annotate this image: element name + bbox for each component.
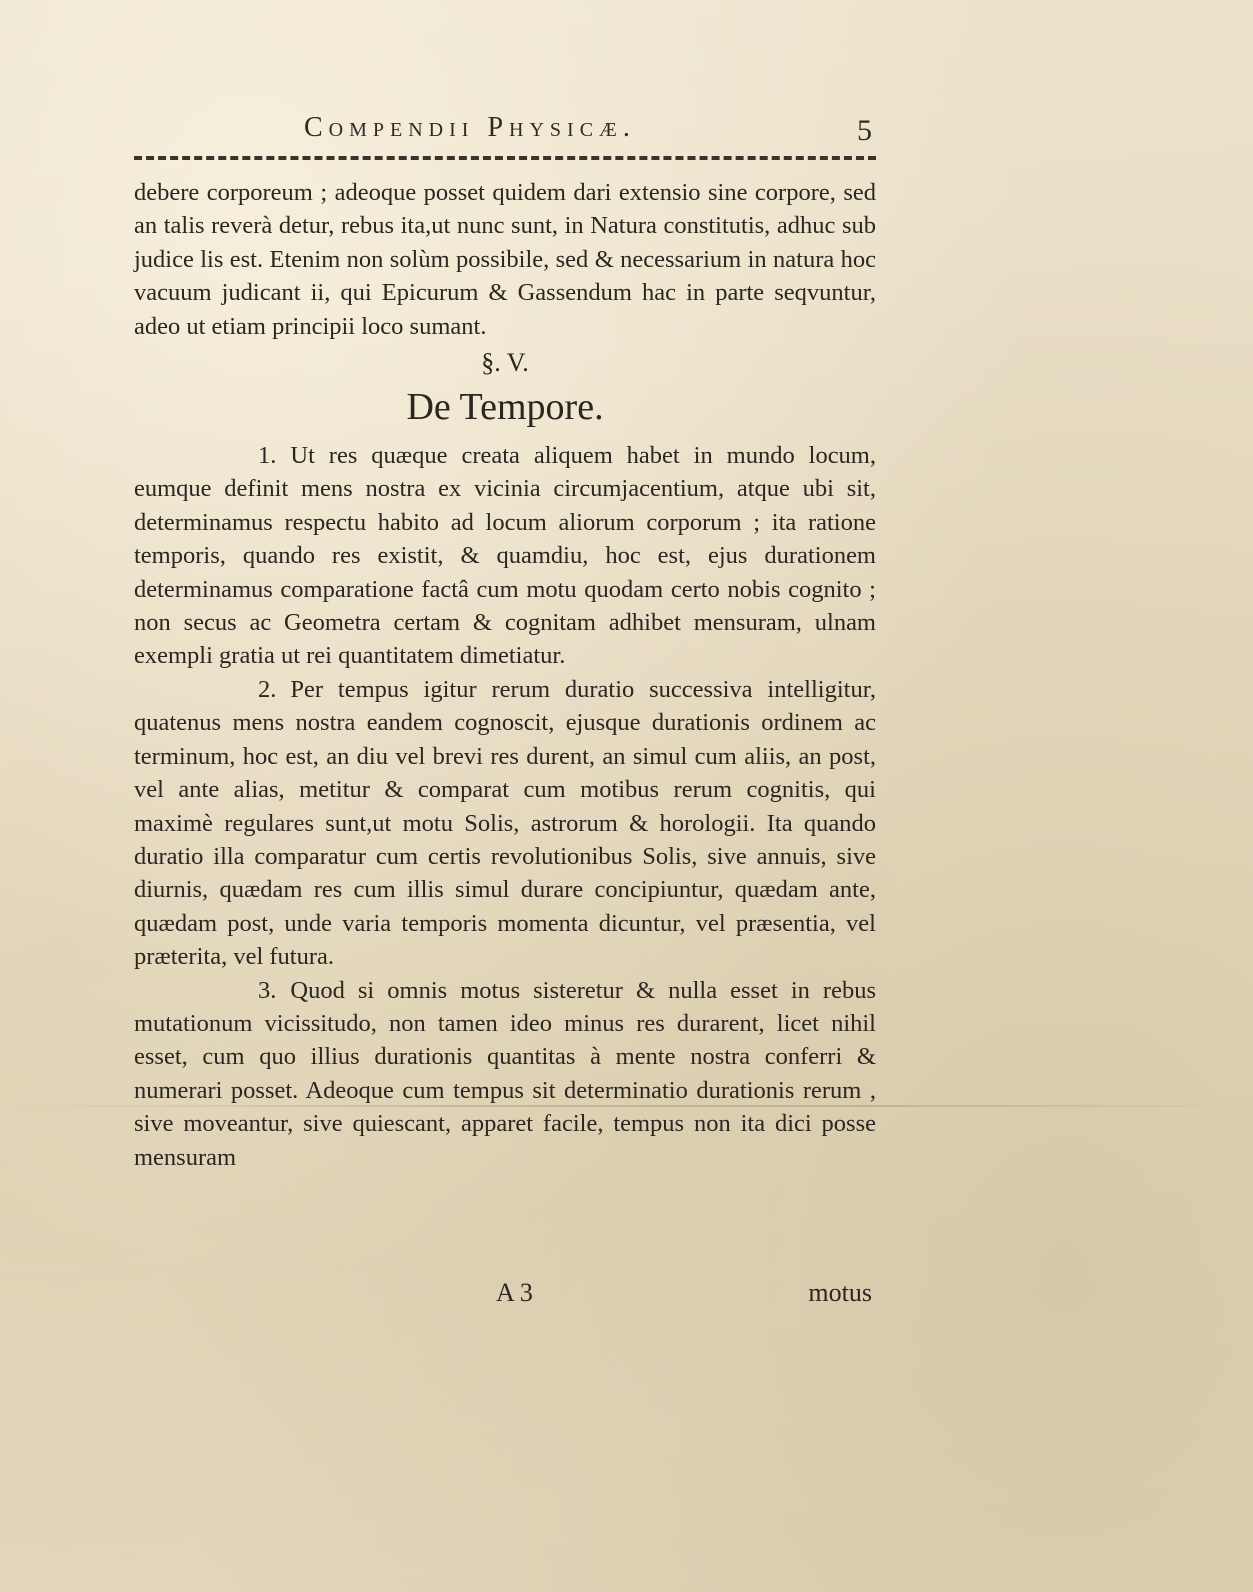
paragraph-3	[134, 974, 876, 1174]
paragraph-1	[134, 439, 876, 673]
paragraph-number: 3.	[258, 976, 277, 1004]
catchword: motus	[808, 1278, 872, 1307]
paragraph-number: 1.	[258, 442, 277, 470]
page-number: 5	[857, 114, 872, 147]
paragraph-2	[134, 673, 876, 974]
page-body	[134, 176, 876, 1174]
page-footer	[134, 1278, 876, 1318]
paragraph-text: Quod si omnis motus sisteretur & nulla esset in rebus mutationum vicissitudo, non tamen ideo minus res durarent, licet nihil esset, cum quo illius durationis quantitas à mente nostra conferri & numerari posset. Adeoque cum tempus sit determinatio durationis rerum , sive moveantur, sive quiescant, apparet facile, tempus non ita dici posse mensuram	[134, 976, 876, 1171]
section-mark: §. V.	[481, 348, 529, 378]
signature-mark: A 3	[496, 1278, 533, 1307]
paragraph-number: 2.	[258, 675, 277, 703]
running-title: Compendii Physicæ.	[304, 112, 636, 143]
header-rule	[134, 156, 876, 160]
section-title: De Tempore.	[406, 386, 604, 429]
paragraph-text: Per tempus igitur rerum duratio successiva intelligitur, quatenus mens nostra eandem cognoscit, ejusque durationis ordinem ac terminum, hoc est, an diu vel brevi res durent, an simul cum aliis, an post, vel ante alias, metitur & comparat cum motibus rerum cognitis, qui maximè regulares sunt,ut motu Solis, astrorum & horologii. Ita quando duratio illa comparatur cum certis revolutionibus Solis, sive annuis, sive diurnis, quædam res cum illis simul durare concipiuntur, quædam ante, quædam post, unde varia temporis momenta dicuntur, vel præsentia, vel præterita, vel futura.	[134, 675, 876, 971]
opening-paragraph: debere corporeum ; adeoque posset quidem dari extensio sine corpore, sed an talis reverà detur, rebus ita,ut nunc sunt, in Natura constitutis, adhuc sub judice lis est. Etenim non solùm possibile, sed & necessarium in natura hoc vacuum judicant ii, qui Epicurum & Gassendum hac in parte seqvuntur, adeo ut etiam principii loco sumant.	[134, 179, 876, 340]
page-header	[134, 112, 876, 162]
paragraph-text: Ut res quæque creata aliquem habet in mundo locum, eumque definit mens nostra ex vicinia circumjacentium, atque ubi sit, determinamus respectu habito ad locum aliorum corporum ; ita ratione temporis, quando res existit, & quamdiu, hoc est, ejus durationem determinamus comparatione factâ cum motu quodam certo nobis cognito ; non secus ac Geometra certam & cognitam adhibet mensuram, ulnam exempli gratia ut rei quantitatem dimetiatur.	[134, 442, 876, 670]
